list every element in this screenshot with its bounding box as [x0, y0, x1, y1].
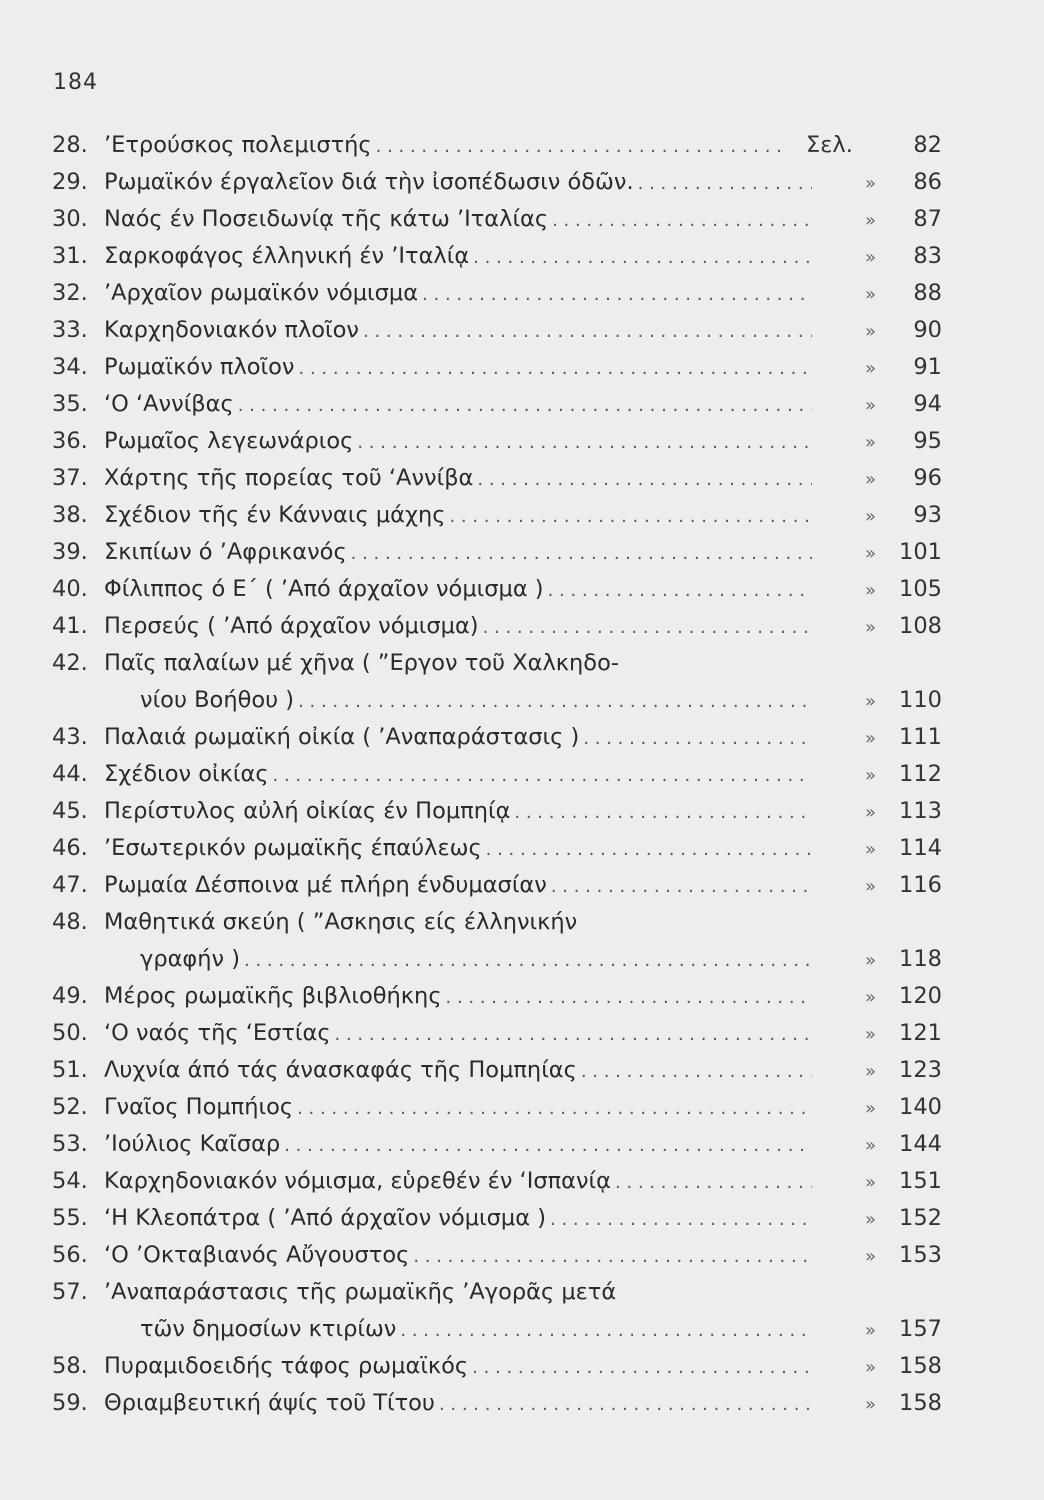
list-of-illustrations [52, 127, 942, 1422]
dot-leader [473, 239, 812, 276]
list-item [52, 238, 942, 275]
entry-page: 96 [913, 465, 942, 491]
entry-page: 153 [899, 1242, 942, 1268]
page-number: 184 [53, 70, 98, 95]
dot-leader [581, 1053, 812, 1090]
ditto-mark: » [864, 1024, 876, 1045]
entry-title: Παῖς παλαίων μέ χῆνα ( ”Εργον τοῦ Χαλκηδο- [104, 650, 619, 676]
list-item [52, 830, 942, 867]
ditto-mark: » [864, 691, 876, 712]
dot-leader [615, 1164, 812, 1201]
entry-page: 90 [913, 317, 942, 343]
list-item [52, 312, 942, 349]
ditto-mark: » [864, 1246, 876, 1267]
ditto-mark: » [864, 1320, 876, 1341]
entry-page: 91 [913, 354, 942, 380]
entry-page: 113 [899, 798, 942, 824]
entry-title: ’Αναπαράστασις τῆς ρωμαϊκῆς ’Αγορᾶς μετά [104, 1279, 617, 1305]
dot-leader [299, 350, 813, 387]
list-item [52, 1237, 942, 1274]
ditto-mark: » [864, 432, 876, 453]
list-item [52, 275, 942, 312]
entry-title: Περίστυλος αὐλή οἰκίας έν Πομπηίᾳ [104, 798, 511, 824]
entry-title: Σχέδιον τῆς έν Κάνναις μάχης [104, 502, 446, 528]
list-item [52, 1052, 942, 1089]
list-item [52, 571, 942, 608]
entry-page: 108 [899, 613, 942, 639]
entry-page: 151 [899, 1168, 942, 1194]
ditto-mark: » [864, 1172, 876, 1193]
ditto-mark: » [864, 1135, 876, 1156]
entry-number: 37. [52, 465, 88, 491]
ditto-mark: » [864, 395, 876, 416]
ditto-mark: Σελ. [806, 132, 853, 158]
entry-title: τῶν δημοσίων κτιρίων [140, 1316, 397, 1342]
entry-title: ‘Ο ναός τῆς ‘Εστίας [104, 1020, 331, 1046]
entry-number: 59. [52, 1390, 88, 1416]
list-item [52, 534, 942, 571]
list-item [52, 682, 942, 719]
entry-title: Παλαιά ρωμαϊκή οἰκία ( ’Αναπαράστασις ) [104, 724, 580, 750]
ditto-mark: » [864, 617, 876, 638]
entry-page: 121 [899, 1020, 942, 1046]
list-item [52, 1311, 942, 1348]
dot-leader [439, 1386, 812, 1423]
dot-leader [273, 757, 812, 794]
entry-title: ’Ετρούσκος πολεμιστής [104, 132, 372, 158]
ditto-mark: » [864, 358, 876, 379]
ditto-mark: » [864, 173, 876, 194]
dot-leader [472, 1349, 812, 1386]
list-item [52, 756, 942, 793]
ditto-mark: » [864, 321, 876, 342]
entry-number: 32. [52, 280, 88, 306]
entry-page: 87 [913, 206, 942, 232]
entry-number: 29. [52, 169, 88, 195]
dot-leader [449, 498, 812, 535]
entry-number: 41. [52, 613, 88, 639]
entry-page: 158 [899, 1353, 942, 1379]
entry-number: 39. [52, 539, 88, 565]
entry-number: 50. [52, 1020, 88, 1046]
ditto-mark: » [864, 987, 876, 1008]
dot-leader [413, 1238, 812, 1275]
entry-page: 112 [899, 761, 942, 787]
ditto-mark: » [864, 1394, 876, 1415]
entry-number: 47. [52, 872, 88, 898]
dot-leader [514, 794, 812, 831]
entry-number: 56. [52, 1242, 88, 1268]
entry-title: Ρωμαία Δέσποινα μέ πλήρη ένδυμασίαν [104, 872, 547, 898]
list-item [52, 386, 942, 423]
dot-leader [477, 461, 812, 498]
entry-page: 158 [899, 1390, 942, 1416]
entry-number: 31. [52, 243, 88, 269]
dot-leader [284, 1127, 812, 1164]
entry-title: Καρχηδονιακόν νόμισμα, εὑρεθέν έν ‘Ισπανίᾳ [104, 1168, 611, 1194]
ditto-mark: » [864, 728, 876, 749]
entry-number: 30. [52, 206, 88, 232]
ditto-mark: » [864, 506, 876, 527]
list-item [52, 423, 942, 460]
dot-leader [550, 1201, 812, 1238]
entry-page: 88 [913, 280, 942, 306]
entry-number: 54. [52, 1168, 88, 1194]
entry-number: 55. [52, 1205, 88, 1231]
dot-leader [351, 535, 812, 572]
entry-page: 86 [913, 169, 942, 195]
entry-number: 43. [52, 724, 88, 750]
entry-number: 45. [52, 798, 88, 824]
entry-page: 144 [899, 1131, 942, 1157]
entry-title: Ρωμαϊκόν έργαλεῖον διά τὴν ἰσοπέδωσιν όδῶν. [104, 169, 634, 195]
entry-number: 36. [52, 428, 88, 454]
entry-page: 157 [899, 1316, 942, 1342]
entry-title: Γναῖος Πομπήιος [104, 1094, 294, 1120]
entry-page: 123 [899, 1057, 942, 1083]
entry-number: 44. [52, 761, 88, 787]
list-item [52, 1126, 942, 1163]
list-item [52, 978, 942, 1015]
list-item [52, 1015, 942, 1052]
entry-title: Ρωμαῖος λεγεωνάριος [104, 428, 354, 454]
entry-title: Ναός έν Ποσειδωνίᾳ τῆς κάτω ’Ιταλίας [104, 206, 549, 232]
ditto-mark: » [864, 1098, 876, 1119]
list-item [52, 127, 942, 164]
ditto-mark: » [864, 765, 876, 786]
dot-leader [638, 165, 812, 202]
entry-page: 111 [899, 724, 942, 750]
entry-title: Λυχνία άπό τάς άνασκαφάς τῆς Πομπηίας [104, 1057, 577, 1083]
entry-number: 42. [52, 650, 88, 676]
entry-number: 40. [52, 576, 88, 602]
list-item [52, 608, 942, 645]
entry-title: ’Αρχαῖον ρωμαϊκόν νόμισμα [104, 280, 419, 306]
entry-title: Σχέδιον οἰκίας [104, 761, 269, 787]
entry-page: 101 [899, 539, 942, 565]
entry-number: 51. [52, 1057, 88, 1083]
ditto-mark: » [864, 839, 876, 860]
entry-title: ’Εσωτερικόν ρωμαϊκῆς έπαύλεως [104, 835, 482, 861]
list-item [52, 460, 942, 497]
list-item [52, 1385, 942, 1422]
entry-number: 58. [52, 1353, 88, 1379]
ditto-mark: » [864, 580, 876, 601]
list-item [52, 201, 942, 238]
entry-title: ’Ιούλιος Καῖσαρ [104, 1131, 281, 1157]
entry-number: 52. [52, 1094, 88, 1120]
dot-leader [422, 276, 812, 313]
dot-leader [483, 609, 812, 646]
list-item [52, 1274, 942, 1311]
list-item [52, 645, 942, 682]
entry-number: 35. [52, 391, 88, 417]
dot-leader [552, 202, 812, 239]
ditto-mark: » [864, 469, 876, 490]
entry-page: 114 [899, 835, 942, 861]
list-item [52, 1200, 942, 1237]
entry-page: 105 [899, 576, 942, 602]
entry-number: 57. [52, 1279, 88, 1305]
list-item [52, 164, 942, 201]
entry-page: 93 [913, 502, 942, 528]
entry-title: Φίλιππος ό Ε΄ ( ’Από άρχαῖον νόμισμα ) [104, 576, 544, 602]
dot-leader [363, 313, 812, 350]
dot-leader [548, 572, 812, 609]
entry-title: γραφήν ) [140, 946, 241, 972]
entry-page: 120 [899, 983, 942, 1009]
dot-leader [551, 868, 812, 905]
ditto-mark: » [864, 284, 876, 305]
ditto-mark: » [864, 1061, 876, 1082]
entry-title: Περσεύς ( ’Από άρχαῖον νόμισμα) [104, 613, 479, 639]
list-item [52, 793, 942, 830]
ditto-mark: » [864, 1209, 876, 1230]
entry-number: 48. [52, 909, 88, 935]
dot-leader [400, 1312, 812, 1349]
entry-page: 116 [899, 872, 942, 898]
entry-page: 94 [913, 391, 942, 417]
entry-title: ‘Ο ‘Αννίβας [104, 391, 234, 417]
dot-leader [335, 1016, 812, 1053]
list-item [52, 941, 942, 978]
dot-leader [357, 424, 812, 461]
dot-leader [238, 387, 812, 424]
dot-leader [486, 831, 812, 868]
list-item [52, 497, 942, 534]
entry-title: Καρχηδονιακόν πλοῖον [104, 317, 359, 343]
entry-title: νίου Βοήθου ) [140, 687, 295, 713]
ditto-mark: » [864, 543, 876, 564]
dot-leader [583, 720, 812, 757]
ditto-mark: » [864, 802, 876, 823]
list-item [52, 349, 942, 386]
entry-page: 95 [913, 428, 942, 454]
entry-number: 38. [52, 502, 88, 528]
entry-title: ‘Η Κλεοπάτρα ( ’Από άρχαῖον νόμισμα ) [104, 1205, 546, 1231]
entry-title: Πυραμιδοειδής τάφος ρωμαϊκός [104, 1353, 469, 1379]
entry-title: Σκιπίων ό ’Αφρικανός [104, 539, 347, 565]
dot-leader [298, 683, 812, 720]
entry-number: 53. [52, 1131, 88, 1157]
entry-title: Μαθητικά σκεύη ( ”Ασκησις είς έλληνικήν [104, 909, 578, 935]
ditto-mark: » [864, 247, 876, 268]
dot-leader [297, 1090, 812, 1127]
ditto-mark: » [864, 876, 876, 897]
list-item [52, 1089, 942, 1126]
entry-page: 118 [899, 946, 942, 972]
list-item [52, 719, 942, 756]
entry-number: 33. [52, 317, 88, 343]
entry-title: ‘Ο ’Οκταβιανός Αὔγουστος [104, 1242, 410, 1268]
entry-title: Μέρος ρωμαϊκῆς βιβλιοθήκης [104, 983, 442, 1009]
list-item [52, 1348, 942, 1385]
entry-number: 34. [52, 354, 88, 380]
entry-title: Σαρκοφάγος έλληνική έν ’Ιταλίᾳ [104, 243, 470, 269]
entry-number: 49. [52, 983, 88, 1009]
dot-leader [244, 942, 812, 979]
list-item [52, 904, 942, 941]
entry-number: 46. [52, 835, 88, 861]
entry-title: Ρωμαϊκόν πλοῖον [104, 354, 295, 380]
list-item [52, 867, 942, 904]
entry-page: 152 [899, 1205, 942, 1231]
ditto-mark: » [864, 210, 876, 231]
entry-page: 140 [899, 1094, 942, 1120]
entry-page: 83 [913, 243, 942, 269]
entry-number: 28. [52, 132, 88, 158]
entry-page: 110 [899, 687, 942, 713]
dot-leader [376, 128, 782, 165]
entry-title: Θριαμβευτική άψίς τοῦ Τίτου [104, 1390, 435, 1416]
entry-page: 82 [913, 132, 942, 158]
list-item [52, 1163, 942, 1200]
ditto-mark: » [864, 950, 876, 971]
dot-leader [446, 979, 812, 1016]
ditto-mark: » [864, 1357, 876, 1378]
entry-title: Χάρτης τῆς πορείας τοῦ ‘Αννίβα [104, 465, 474, 491]
